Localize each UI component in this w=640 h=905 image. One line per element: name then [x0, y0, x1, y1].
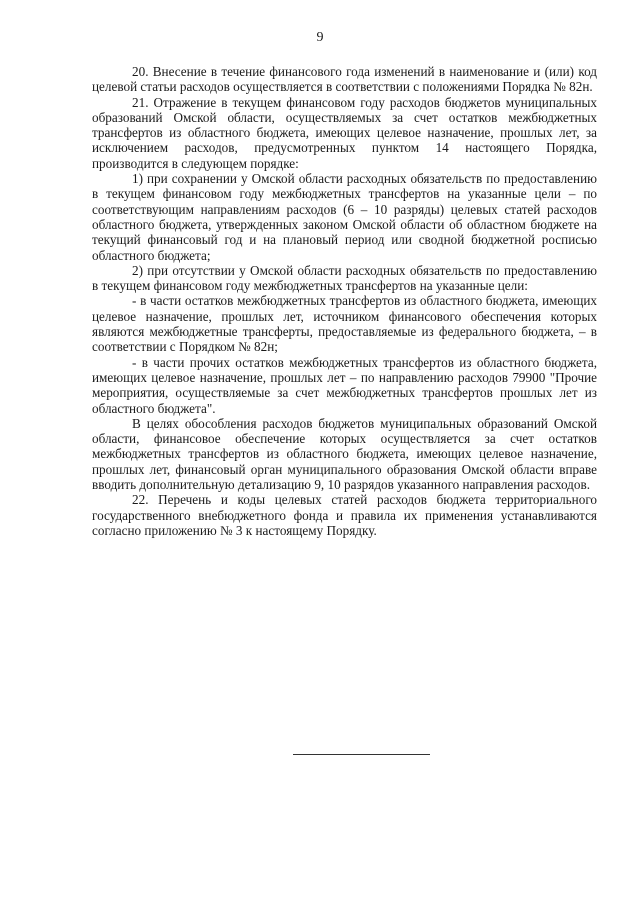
page-number: 9 — [316, 30, 324, 45]
paragraph-21-item-2-sub-2: - в части прочих остатков межбюджетных трансфертов из областного бюджета, имеющих целевое назначение, прошлых лет – по направлению расходов 79900 "Прочие мероприятия, осуществляемые за счет межбюджетных трансфертов прошлых лет из областного бюджета". — [92, 354, 597, 416]
end-separator-line — [293, 754, 430, 755]
paragraph-21-item-2: 2) при отсутствии у Омской области расходных обязательств по предоставлению в текущем финансовом году межбюджетных трансфертов на указанные цели: — [92, 262, 597, 294]
paragraph-21-item-1: 1) при сохранении у Омской области расходных обязательств по предоставлению в текущем финансовом году межбюджетных трансфертов на указанные цели – по соответствующим направлениям расходов (6 – 10 разряды) целевых статей расходов областного бюджета, утвержденных законом Омской области об областном бюджете на текущий финансовый год и на плановый период или сводной бюджетной росписью областного бюджета; — [92, 171, 597, 263]
paragraph-21: 21. Отражение в текущем финансовом году расходов бюджетов муниципальных образований Омской области, осуществляемых за счет остатков межбюджетных трансфертов из областного бюджета, имеющих целевое назначение, прошлых лет, за исключением расходов, предусмотренных пунктом 14 настоящего Порядка, производится в следующем порядке: — [92, 94, 597, 171]
paragraph-20: 20. Внесение в течение финансового года изменений в наименование и (или) код целевой статьи расходов осуществляется в соответствии с положениями Порядка № 82н. — [92, 64, 597, 95]
paragraph-21-detail: В целях обособления расходов бюджетов муниципальных образований Омской области, финансовое обеспечение которых осуществляется за счет остатков межбюджетных трансфертов из областного бюджета, имеющих целевое назначение, прошлых лет, финансовый орган муниципального образования Омской области вправе вводить дополнительную детализацию 9, 10 разрядов указанного направления расходов. — [92, 415, 597, 493]
paragraph-22: 22. Перечень и коды целевых статей расходов бюджета территориального государственного внебюджетного фонда и правила их применения устанавливаются согласно приложению № 3 к настоящему Порядку. — [92, 492, 597, 538]
document-body — [92, 64, 597, 538]
paragraph-21-item-2-sub-1: - в части остатков межбюджетных трансфертов из областного бюджета, имеющих целевое назначение, прошлых лет, источником финансового обеспечения которых являются межбюджетные трансферты, предоставляемые из федерального бюджета, – в соответствии с Порядком № 82н; — [92, 293, 597, 355]
